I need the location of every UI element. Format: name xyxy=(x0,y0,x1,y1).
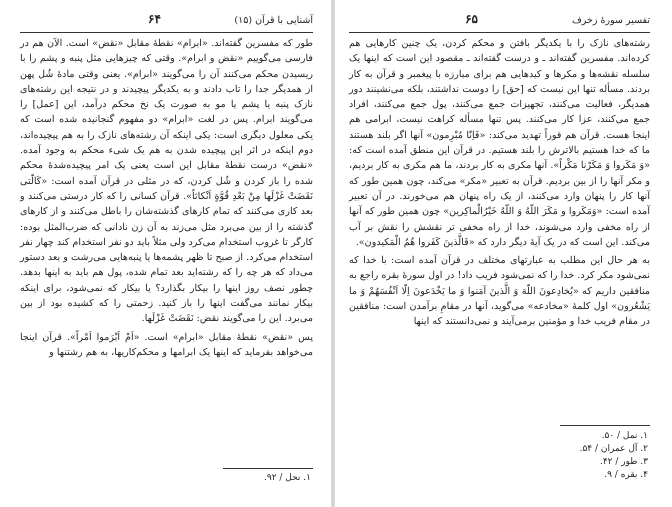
left-page-header xyxy=(20,12,313,30)
footnote: ۳. طور / ۴۲. xyxy=(599,457,648,467)
left-page-number: ۶۴ xyxy=(148,12,161,26)
right-footnotes xyxy=(580,430,648,482)
right-page-number: ۶۵ xyxy=(465,12,478,26)
right-footnote-rule xyxy=(560,425,650,426)
right-paragraph: به هر حال این مطلب به عبارتهای مختلف در قرآن آمده است: با خدا که نمی‌شود مکر کرد. خدا را که نمی‌شود فریب داد! در اول سورهٔ بقره راجع به منافقین داریم که «یُخادِعونَ اللّهَ وَ الَّذینَ آمَنوا وَ ما یَخْدَعونَ اِلّا اَنْفُسَهُمْ وَ ما یَشْعُرون» اول کلمهٔ «مخادعه» می‌گوید، آنها در مقامِ برآمدن است: منافقین در مقام فریب خدا و مؤمنین برمی‌آیند و نمی‌دانستند که اینها xyxy=(349,255,650,328)
left-running-title: آشنایی با قرآن (۱۵) xyxy=(234,15,313,26)
right-page xyxy=(335,0,672,507)
left-footnotes xyxy=(264,472,311,485)
left-header-rule xyxy=(20,32,313,33)
right-running-title: تفسیر سورهٔ زخرف xyxy=(571,15,650,26)
right-body-text xyxy=(349,36,650,333)
footnote: ۱. نحل / ۹۲. xyxy=(264,473,311,483)
footnote: ۱. نمل / ۵۰. xyxy=(601,431,648,441)
footnote: ۲. آل عمران / ۵۴. xyxy=(579,444,648,454)
left-page xyxy=(0,0,331,507)
left-body-text xyxy=(20,36,313,363)
right-page-header xyxy=(349,12,650,30)
right-paragraph: رشته‌های نازک را با یکدیگر بافتن و محکم کردن، یک چنین کارهایی هم کرده‌اند. مفسرین گفته‌اند ـ و درست گفته‌اند ـ مقصود این است که اینها یک سلسله نقشه‌ها و مکرها و کیدهایی هم برای مبارزه با پیغمبر و قرآن به کار بردند. مسأله تنها این نیست که [حق] را دوست نداشتند، بلکه می‌نشینند دور همدیگر، فعالیت می‌کنند، تجهیزات جمع می‌کنند، پول جمع می‌کنند، افراد جمع می‌کنند، عزا کار می‌کنند. پس تنها مسأله کراهت نیست، ابرامی هم اینجا هست. قرآن هم فوراً تهدید می‌کند: «فَاِنّا مُبْرِمون» آنها اگر بلند هستند ما که خدا هستیم بالاترش را بلند هستیم. در قرآن این منطق آمده است که: «وَ مَکَروا وَ مَکَرْنا مَکْراً». آنها مکری به کار بردند، ما هم مکری به کار بردیم، و مکر آنها را از بین بردیم. قرآن به تعبیر «مکر» می‌کند، چون همین طور که آنها کار را پنهان وارد می‌کنند، از یک راه پنهان هم می‌خورند. در آن تعبیر آمده است: «وَمَکَروا و مَکَرَ اللّهُ وَ اللّهُ خَیْرُالْماکِرین» چون همین طور که آنها از راه مخفی وارد می‌شوند، خدا از راه مخفی تر نقشش را نقش بر آب می‌کند. این است که در یک آیهٔ دیگر دارد که «فَالَّذینَ کَفَروا هُمُ الْمَکیدون». xyxy=(349,38,650,248)
right-header-rule xyxy=(349,32,650,33)
left-paragraph: طور که مفسرین گفته‌اند. «ابرام» نقطهٔ مقابل «نقض» است. الآن هم در فارسی می‌گوییم «نقض و ابرام». وقتی که چیزهایی مثل پنبه و پشم را با ریسیدن محکم می‌کنند آن را می‌گویند «ابرام». یعنی وقتی مادهٔ شُل پهن از همدیگر جدا را تاب دادند و به یکدیگر پیچیدند و در نتیجه این رشته‌های نازک پنبه یا پشم یا مو به صورت یک نخ محکم درآمد، این [عمل] را می‌گویند ابرام. پس در لغت «ابرام» دو مفهوم گنجانیده شده است که یکی معلول دیگری است: یکی اینکه آن رشته‌های نازک را به هم پیچیده‌اند، دوم اینکه در اثر این پیچیده شدن به هم یک شیء محکم به وجود آمده. «نقض» درست نقطهٔ مقابل این است یعنی یک امر پیچیده‌شدهٔ محکم شده را باز کردن و شُل کردن، که در مثلی در قرآن آمده است: «کَالّتی نَقَضَتْ غَزْلَها مِنْ بَعْدِ قُوَّةٍ اَنْکاثاً». قرآن کسانی را که کار درستی می‌کنند و بعد کاری می‌کنند که تمام کارهای گذشته‌شان را باطل می‌کنند و از کارهای گذشته را از بین می‌برد مثل می‌زند به آن زن نادانی که ضرب‌المثل بوده: کارگر تا غروب استخدام می‌کرد ولی مثلاً باید دو نفر استخدام کند چهار نفر استخدام می‌کرد. از صبح تا ظهر پشمه‌ها یا پنبه‌هایی می‌رشت و بعد دستور می‌داد که هر چه را که رشته‌اید بعد تمام شده، پول هم باید به اینها بدهد. چطور نصف روز اینها را بیکار بگذارد؟ یا بیکار که نمی‌شود، برای اینکه بیکار نمانند می‌گفت اینها را باز کنید. زحمتی را که کشیده بود از بین می‌برد. این را می‌گویند نقض: نَقَضَتْ غَزْلَها. xyxy=(20,38,313,325)
footnote: ۴. بقره / ۹. xyxy=(604,470,648,480)
left-paragraph: پس «نقض» نقطهٔ مقابل «ابرام» است. «اَمْ اَبْرَموا اَمْراً». قرآن اینجا می‌خواهد بفرماید که اینها یک ابرامها و محکم‌کاریها، به هم رشتنها و xyxy=(20,331,313,358)
left-footnote-rule xyxy=(223,468,313,469)
